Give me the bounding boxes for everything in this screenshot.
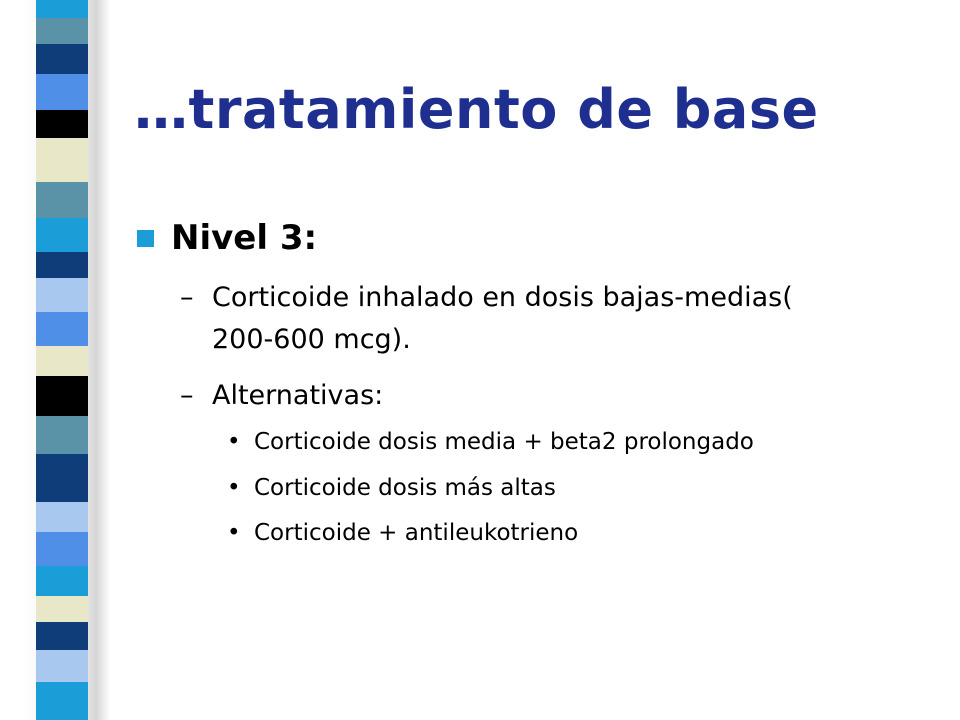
stripe-block [36, 218, 88, 252]
stripe-block [36, 312, 88, 346]
decorative-stripe [36, 0, 88, 720]
dash-marker: – [180, 282, 194, 313]
stripe-block [36, 252, 88, 278]
stripe-block [36, 622, 88, 650]
stripe-block [36, 650, 88, 682]
bullet-level2-text: Alternativas: [212, 380, 384, 411]
bullet-level3-text: Corticoide dosis media + beta2 prolongado [254, 429, 754, 455]
stripe-block [36, 502, 88, 532]
stripe-block [36, 376, 88, 416]
bullet-level1 [137, 218, 317, 258]
bullet-level3-text: Corticoide dosis más altas [254, 475, 556, 501]
stripe-block [36, 278, 88, 312]
stripe-block [36, 596, 88, 622]
dot-marker: • [227, 429, 241, 455]
stripe-block [36, 416, 88, 454]
stripe-block [36, 74, 88, 110]
stripe-block [36, 110, 88, 138]
stripe-block [36, 454, 88, 502]
dot-marker: • [227, 475, 241, 501]
bullet-level3 [227, 475, 556, 501]
bullet-level3 [227, 520, 578, 546]
bullet-level3 [227, 429, 754, 455]
stripe-block [36, 0, 88, 18]
stripe-block [36, 44, 88, 74]
stripe-block [36, 182, 88, 218]
stripe-block [36, 346, 88, 376]
stripe-block [36, 532, 88, 566]
stripe-block [36, 566, 88, 596]
bullet-level3-text: Corticoide + antileukotrieno [254, 520, 579, 546]
stripe-block [36, 138, 88, 182]
stripe-block [36, 682, 88, 720]
stripe-block [36, 18, 88, 44]
bullet-level2 [180, 277, 832, 361]
bullet-level1-text: Nivel 3: [171, 218, 318, 258]
square-bullet-icon [137, 230, 154, 247]
slide-title: …tratamiento de base [134, 78, 819, 141]
bullet-level2-text: Corticoide inhalado en dosis bajas-medias( 200-600 mcg). [212, 282, 793, 355]
dot-marker: • [227, 520, 241, 546]
dash-marker: – [180, 380, 194, 411]
bullet-level2 [180, 375, 832, 417]
